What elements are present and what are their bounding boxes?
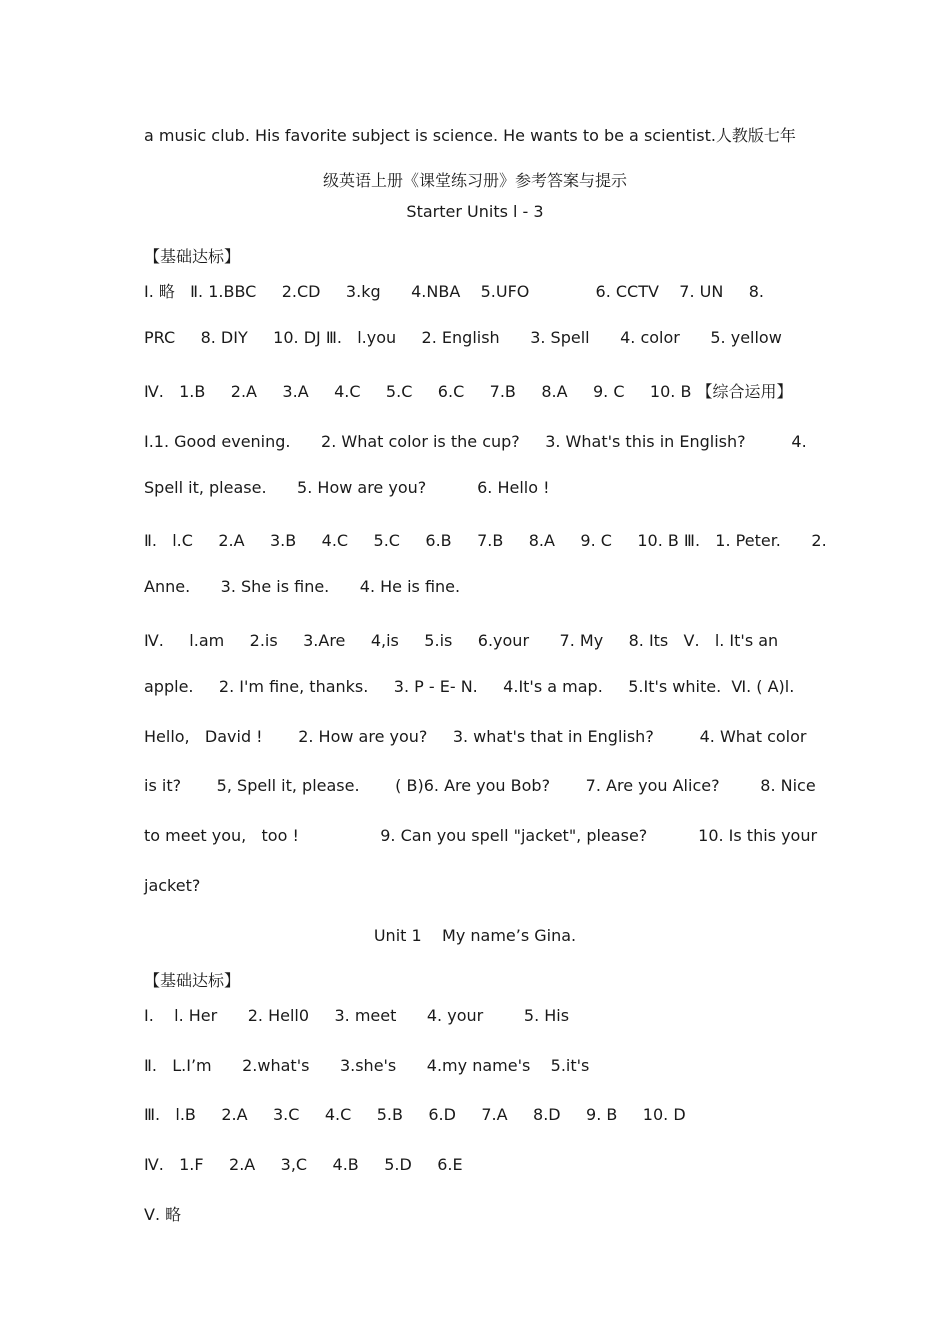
text-line: a music club. His favorite subject is science. He wants to be a scientist.人教版七年 [144, 126, 796, 145]
text-line: is it? 5, Spell it, please. ( B)6. Are you Bob? 7. Are you Alice? 8. Nice [144, 776, 816, 795]
text-line: Ⅱ. l.C 2.A 3.B 4.C 5.C 6.B 7.B 8.A 9. C 10. B Ⅲ. 1. Peter. 2. [144, 531, 827, 550]
section-label: 【基础达标】 [144, 247, 241, 266]
section-title: Starter Units l - 3 [406, 202, 544, 221]
text-line: Hello, David ! 2. How are you? 3. what's that in English? 4. What color [144, 727, 807, 746]
section-title: Unit 1 My name’s Gina. [373, 926, 577, 945]
text-line: Anne. 3. She is fine. 4. He is fine. [144, 577, 461, 596]
text-line: Ⅴ. 略 [144, 1205, 182, 1224]
text-line: jacket? [144, 876, 201, 895]
text-line: Ⅰ.1. Good evening. 2. What color is the cup? 3. What's this in English? 4. [144, 432, 807, 451]
text-line: Ⅰ. l. Her 2. Hell0 3. meet 4. your 5. His [144, 1006, 570, 1025]
text-line: apple. 2. I'm fine, thanks. 3. P - E- N. 4.It's a map. 5.It's white. Ⅵ. ( A)l. [144, 677, 795, 696]
text-line: Ⅲ. l.B 2.A 3.C 4.C 5.B 6.D 7.A 8.D 9. B 10. D [144, 1105, 686, 1124]
section-label: 【基础达标】 [144, 971, 241, 990]
text-line: Ⅰ. 略 Ⅱ. 1.BBC 2.CD 3.kg 4.NBA 5.UFO 6. CCTV 7. UN 8. [144, 282, 764, 301]
text-line: PRC 8. DIY 10. DJ Ⅲ. l.you 2. English 3. Spell 4. color 5. yellow [144, 328, 782, 347]
text-line: Ⅱ. L.I’m 2.what's 3.she's 4.my name's 5.it's [144, 1056, 590, 1075]
text-line: 级英语上册《课堂练习册》参考答案与提示 [322, 171, 627, 190]
text-line: Ⅳ. 1.F 2.A 3,C 4.B 5.D 6.E [144, 1155, 463, 1174]
text-line: Spell it, please. 5. How are you? 6. Hello ! [144, 478, 550, 497]
text-line: Ⅳ. l.am 2.is 3.Are 4,is 5.is 6.your 7. My 8. Its Ⅴ. l. It's an [144, 631, 779, 650]
text-line: to meet you, too ! 9. Can you spell "jacket", please? 10. Is this your [144, 826, 818, 845]
text-line: Ⅳ. 1.B 2.A 3.A 4.C 5.C 6.C 7.B 8.A 9. C 10. B 【综合运用】 [144, 382, 793, 401]
